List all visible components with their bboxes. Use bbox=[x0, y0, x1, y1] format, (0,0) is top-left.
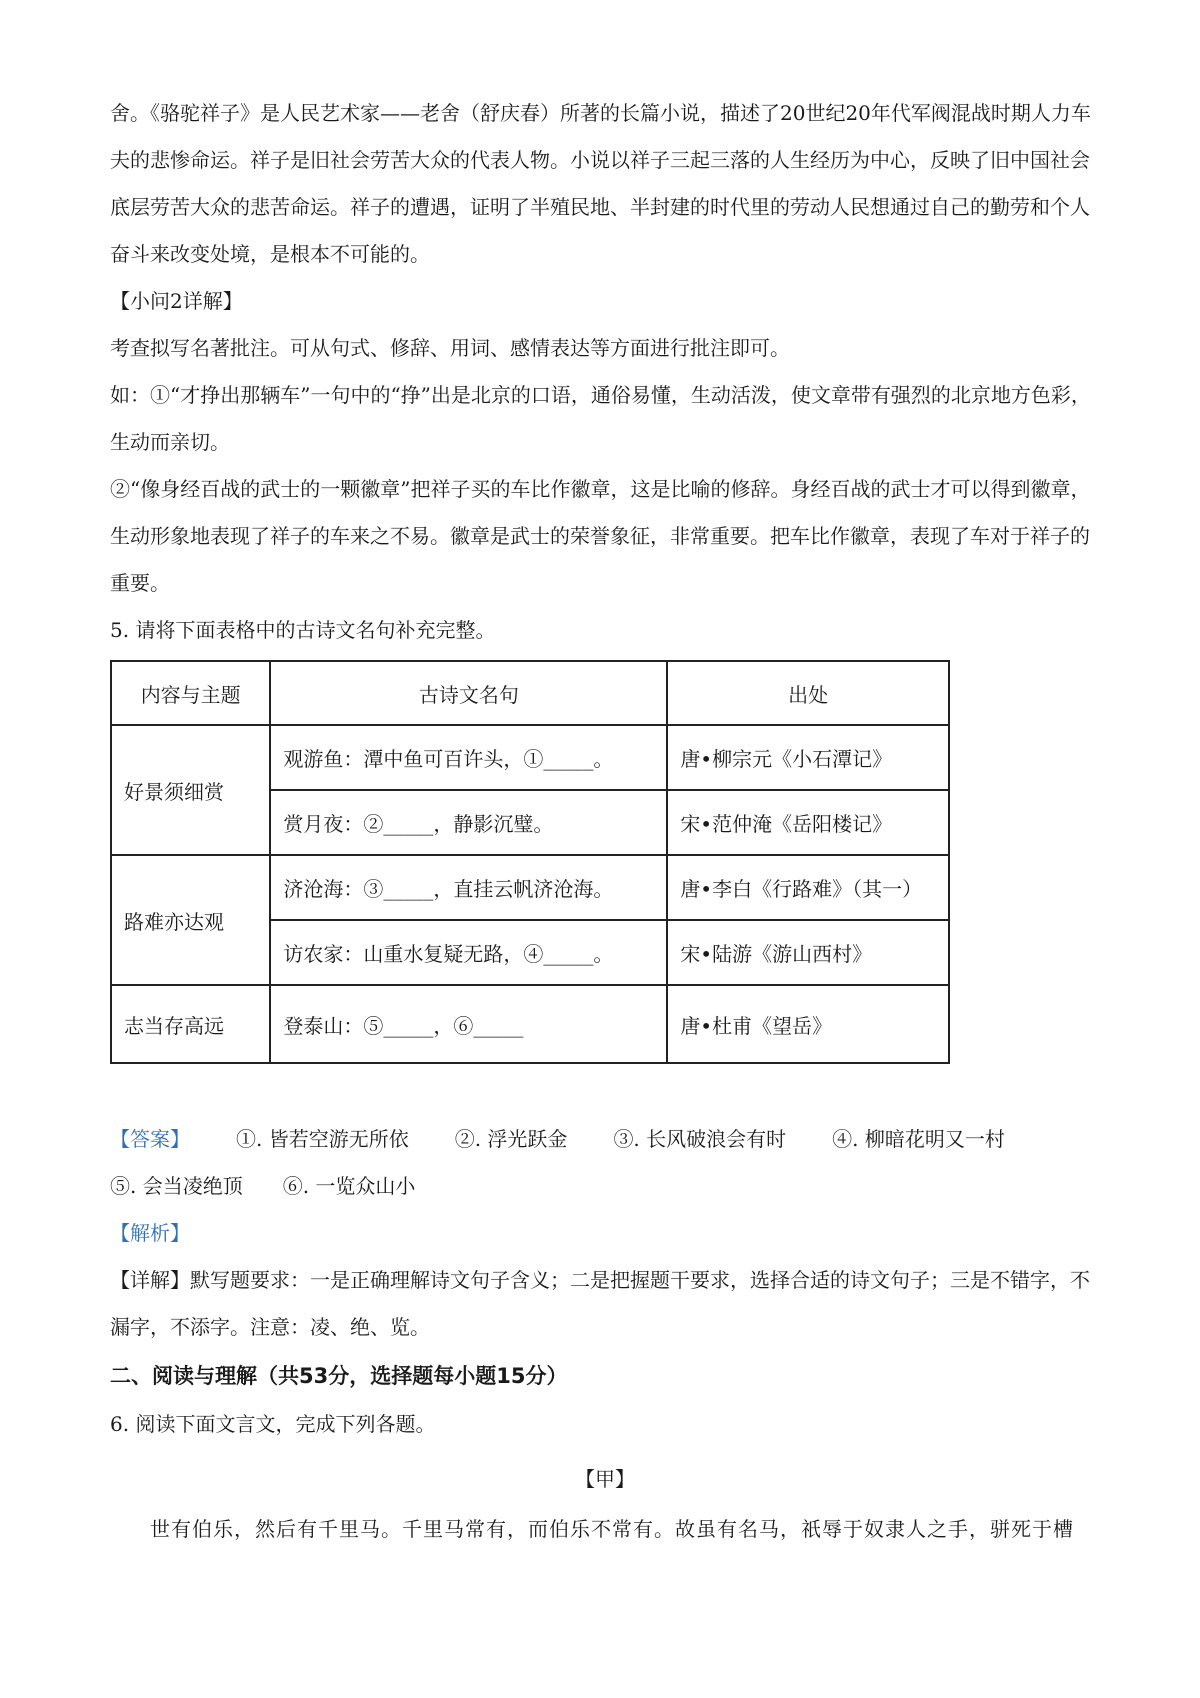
sub-question-2-paragraph-2: 如：①“才挣出那辆车”一句中的“挣”出是北京的口语，通俗易懂，生动活泼，使文章带有强烈的北京地方色彩，生动而亲切。 bbox=[110, 383, 1091, 454]
table-header-source: 出处 bbox=[667, 661, 949, 725]
section-2-title: 二、阅读与理解（共53分，选择题每小题15分） bbox=[110, 1364, 568, 1388]
answer-item: ③. 长风破浪会有时 bbox=[613, 1127, 787, 1151]
table-line-cell: 济沧海：③_____，直挂云帆济沧海。 bbox=[270, 855, 667, 920]
answer-item: ⑤. 会当凌绝顶 bbox=[110, 1174, 243, 1198]
question-5-title: 5. 请将下面表格中的古诗文名句补充完整。 bbox=[110, 618, 496, 642]
table-row bbox=[111, 985, 949, 1063]
table-line-cell: 访农家：山重水复疑无路，④_____。 bbox=[270, 920, 667, 985]
table-source-cell: 宋•范仲淹《岳阳楼记》 bbox=[667, 790, 949, 855]
table-line-cell: 赏月夜：②_____，静影沉璧。 bbox=[270, 790, 667, 855]
passage-jia-title: 【甲】 bbox=[575, 1467, 635, 1491]
analysis-label: 【解析】 bbox=[110, 1221, 190, 1245]
poem-table bbox=[110, 660, 950, 1064]
answer-item: ⑥. 一览众山小 bbox=[282, 1174, 416, 1198]
document-page bbox=[110, 90, 1100, 1554]
table-theme-cell: 志当存高远 bbox=[111, 985, 270, 1063]
intro-paragraph: 舍。《骆驼祥子》是人民艺术家——老舍（舒庆春）所著的长篇小说，描述了20世纪20年代军阀混战时期人力车夫的悲惨命运。祥子是旧社会劳苦大众的代表人物。小说以祥子三起三落的人生经历为中心，反映了旧中国社会底层劳苦大众的悲苦命运。祥子的遭遇，证明了半殖民地、半封建的时代里的劳动人民想通过自己的勤劳和个人奋斗来改变处境，是根本不可能的。 bbox=[110, 101, 1091, 266]
table-row bbox=[111, 855, 949, 920]
answer-label: 【答案】 bbox=[110, 1127, 190, 1151]
table-line-cell: 观游鱼：潭中鱼可百许头，①_____。 bbox=[270, 725, 667, 790]
sub-question-2-paragraph-3: ②“像身经百战的武士的一颗徽章”把祥子买的车比作徽章，这是比喻的修辞。身经百战的武士才可以得到徽章，生动形象地表现了祥子的车来之不易。徽章是武士的荣誉象征，非常重要。把车比作徽章，表现了车对于祥子的重要。 bbox=[110, 477, 1091, 595]
answer-item: ②. 浮光跃金 bbox=[454, 1127, 568, 1151]
answer-item: ④. 柳暗花明又一村 bbox=[832, 1127, 1005, 1151]
table-header-row bbox=[111, 661, 949, 725]
table-source-cell: 宋•陆游《游山西村》 bbox=[667, 920, 949, 985]
question-6-title: 6. 阅读下面文言文，完成下列各题。 bbox=[110, 1412, 436, 1436]
sub-question-2-heading: 【小问2详解】 bbox=[110, 289, 243, 313]
table-source-cell: 唐•柳宗元《小石潭记》 bbox=[667, 725, 949, 790]
table-header-theme: 内容与主题 bbox=[111, 661, 270, 725]
sub-question-2-paragraph-1: 考查拟写名著批注。可从句式、修辞、用词、感情表达等方面进行批注即可。 bbox=[110, 336, 790, 360]
answer-item: ①. 皆若空游无所依 bbox=[236, 1127, 409, 1151]
table-source-cell: 唐•杜甫《望岳》 bbox=[667, 985, 949, 1063]
table-row bbox=[111, 725, 949, 790]
detail-text: 【详解】默写题要求：一是正确理解诗文句子含义；二是把握题干要求，选择合适的诗文句子；三是不错字，不漏字，不添字。注意：凌、绝、览。 bbox=[110, 1268, 1090, 1339]
answer-block bbox=[110, 1116, 1100, 1210]
table-theme-cell: 好景须细赏 bbox=[111, 725, 270, 855]
classical-passage-text: 世有伯乐，然后有千里马。千里马常有，而伯乐不常有。故虽有名马，祇辱于奴隶人之手，骈死于槽 bbox=[150, 1517, 1074, 1541]
table-source-cell: 唐•李白《行路难》（其一） bbox=[667, 855, 949, 920]
table-line-cell: 登泰山：⑤_____，⑥_____ bbox=[270, 985, 667, 1063]
table-theme-cell: 路难亦达观 bbox=[111, 855, 270, 985]
table-header-line: 古诗文名句 bbox=[270, 661, 667, 725]
